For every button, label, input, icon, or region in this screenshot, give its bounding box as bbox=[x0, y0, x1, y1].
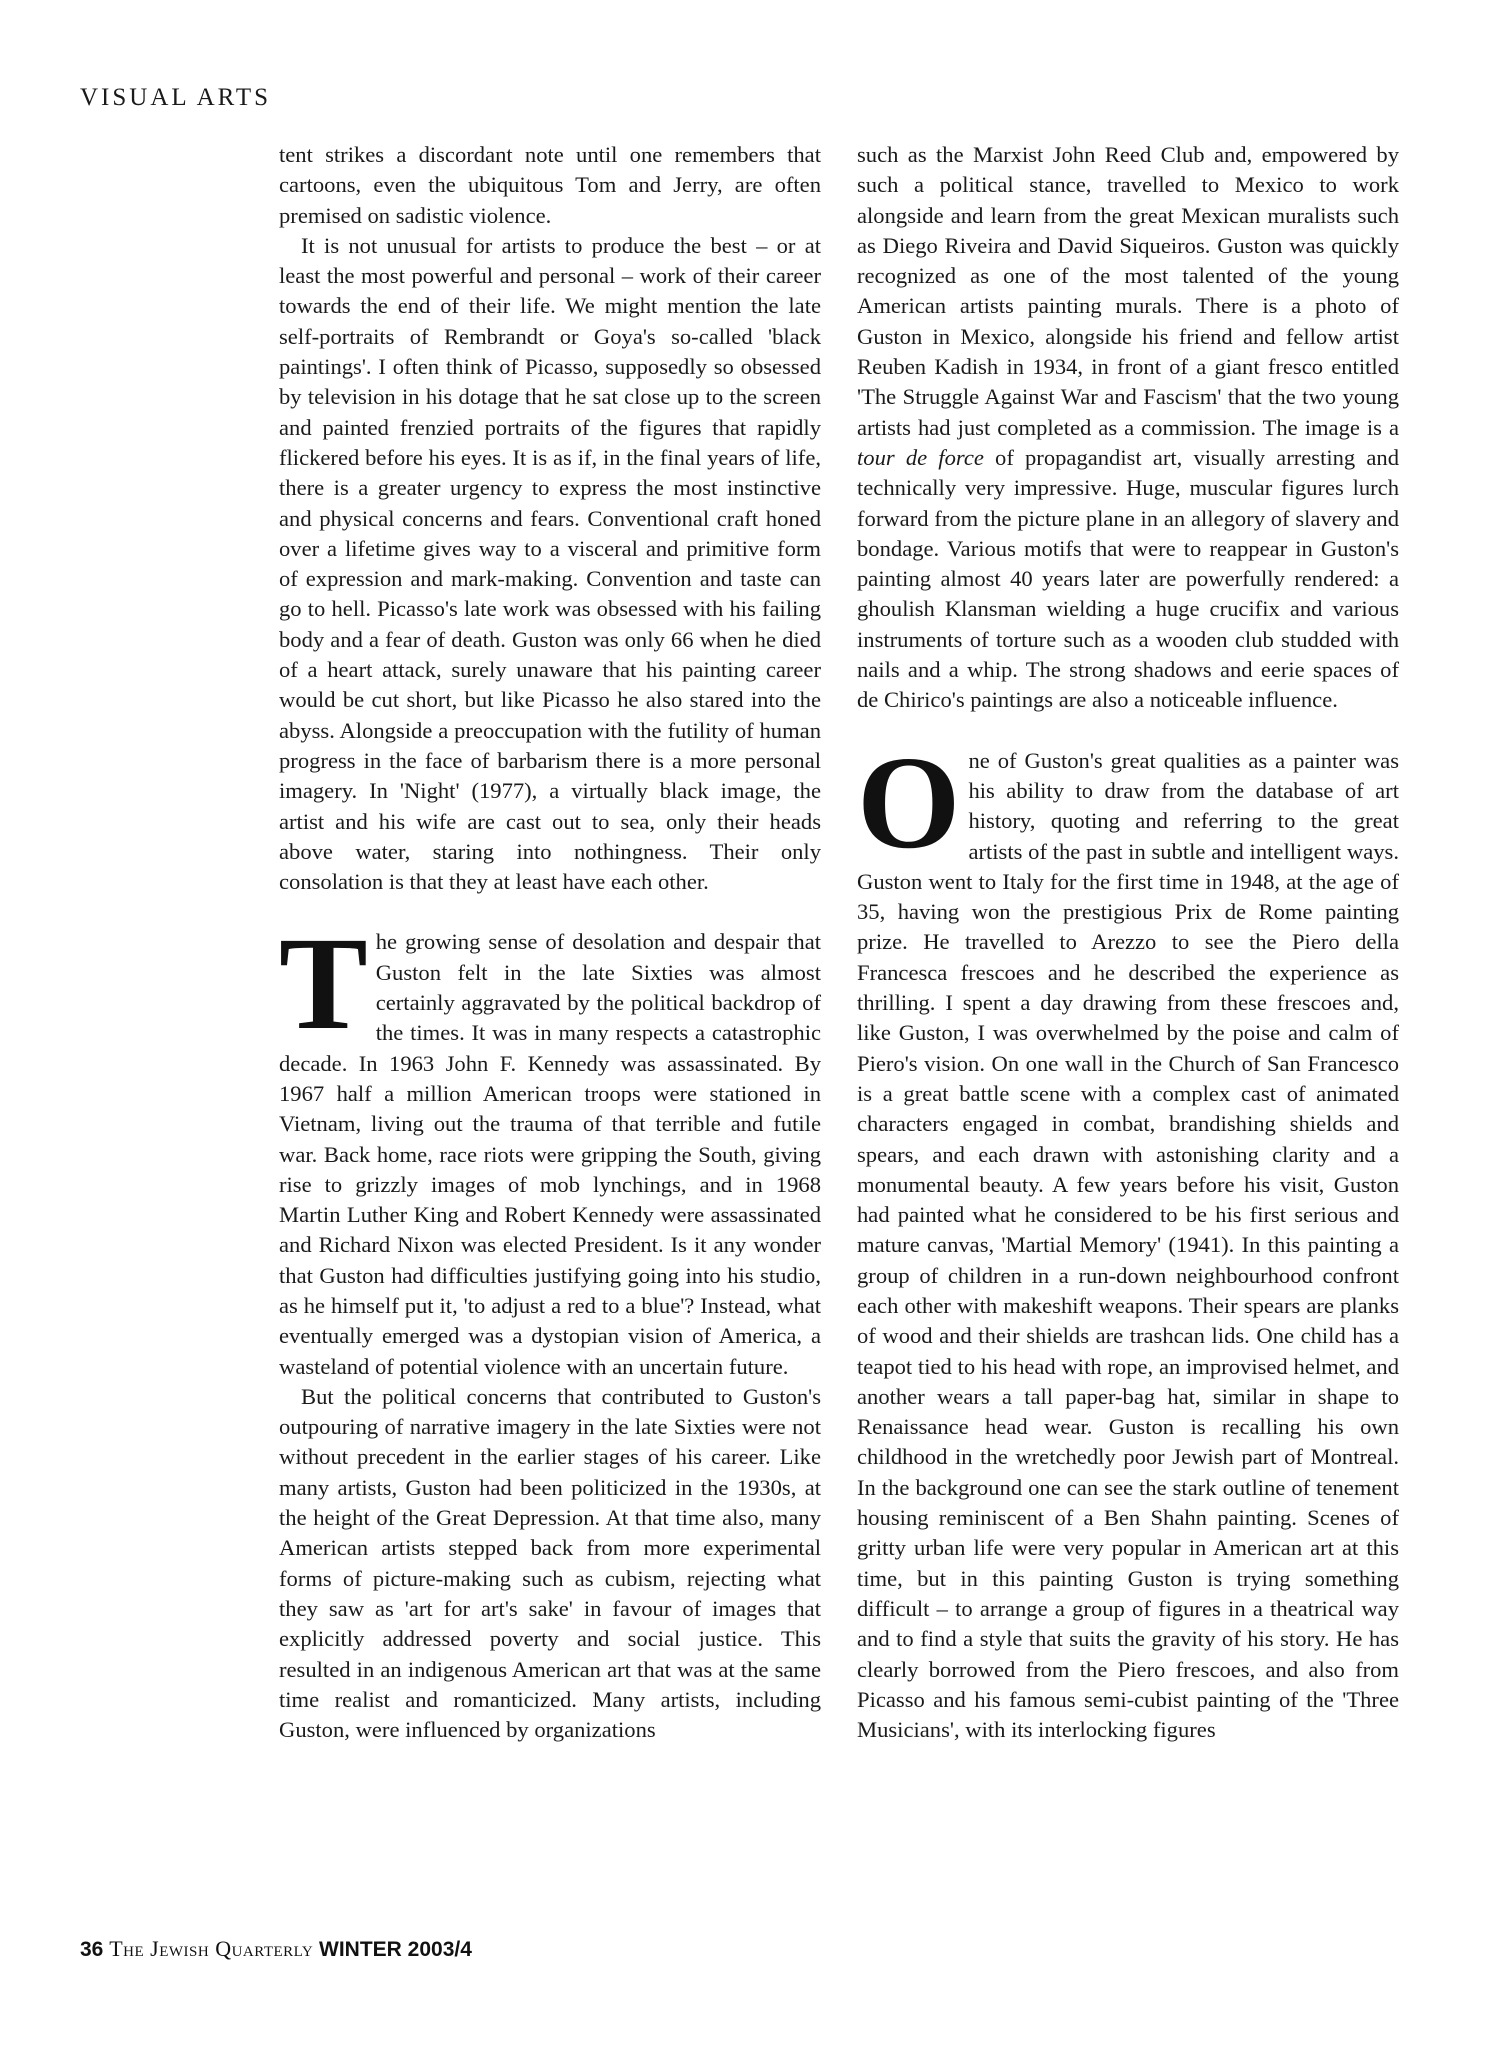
paragraph bbox=[857, 140, 1399, 716]
page-footer bbox=[80, 1936, 472, 1962]
article-column-right bbox=[857, 140, 1399, 1745]
paragraph-text: such as the Marxist John Reed Club and, empowered by such a political stance, travelled to Mexico to work alongside and learn from the great Mexican muralists such as Diego Riveira and David Siqueiros. Guston was quickly recognized as one of the most talented of the young American artists painting murals. There is a photo of Guston in Mexico, alongside his friend and fellow artist Reuben Kadish in 1934, in front of a giant fresco entitled 'The Struggle Against War and Fascism' that the two young artists had just completed as a commission. The image is a bbox=[857, 142, 1399, 440]
paragraph: tent strikes a discordant note until one remembers that cartoons, even the ubiquitous Tom and Jerry, are often premised on sadistic violence. bbox=[279, 142, 821, 228]
italic-phrase: tour de force bbox=[857, 444, 984, 470]
drop-cap: O bbox=[857, 727, 961, 876]
paragraph-text: ne of Guston's great qualities as a painter was his ability to draw from the database of art history, quoting and referring to the great artists of the past in subtle and intelligent ways. Guston went to Italy for the first time in 1948, at the age of 35, having won the prestigious Prix de Rome painting prize. He travelled to Arezzo to see the Piero della Francesca frescoes and he described the experience as thrilling. I spent a day drawing from these frescoes and, like Guston, I was overwhelmed by the poise and calm of Piero's vision. On one wall in the Church of San Francesco is a great battle scene with a complex cast of animated characters engaged in combat, brandishing shields and spears, and each drawn with astonishing clarity and a monumental beauty. A few years before his visit, Guston had painted what he considered to be his first serious and mature canvas, 'Martial Memory' (1941). In this painting a group of children in a run-down neighbourhood confront each other with makeshift weapons. Their spears are planks of wood and their shields are trashcan lids. One child has a teapot tied to his head with rope, an improvised helmet, and another wears a tall paper-bag hat, similar in shape to Renaissance head wear. Guston is recalling his own childhood in the wretchedly poor Jewish part of Montreal. In the background one can see the stark outline of tenement housing reminiscent of a Ben Shahn painting. Scenes of gritty urban life were very popular in American art at this time, but in this painting Guston is trying something difficult – to arrange a group of figures in a theatrical way and to find a style that suits the gravity of his story. He has clearly borrowed from the Piero frescoes, and also from Picasso and his famous semi-cubist painting of the 'Three Musicians', with its interlocking figures bbox=[857, 747, 1399, 1743]
page-number: 36 bbox=[80, 1938, 104, 1961]
issue-label: WINTER 2003/4 bbox=[319, 1938, 472, 1961]
paragraph: It is not unusual for artists to produce the best – or at least the most powerful and personal – work of their career towards the end of their life. We might mention the late self-portraits of Rembrandt or Goya's so-called 'black paintings'. I often think of Picasso, supposedly so obsessed by television in his dotage that he sat close up to the screen and painted frenzied portraits of the figures that rapidly flickered before his eyes. It is as if, in the final years of life, there is a greater urgency to express the most instinctive and physical concerns and fears. Conventional craft honed over a lifetime gives way to a visceral and primitive form of expression and mark-making. Convention and taste can go to hell. Picasso's late work was obsessed with his failing body and a fear of death. Guston was only 66 when he died of a heart attack, surely unaware that his painting career would be cut short, but like Picasso he also stared into the abyss. Alongside a preoccupation with the futility of human progress in the face of barbarism there is a more personal imagery. In 'Night' (1977), a virtually black image, the artist and his wife are cast out to sea, only their heads above water, staring into nothingness. Their only consolation is that they at least have each other. bbox=[279, 232, 821, 895]
paragraph-text: of propagandist art, visually arresting and technically very impressive. Huge, muscular figures lurch forward from the picture plane in an allegory of slavery and bondage. Various motifs that were to reappear in Guston's painting almost 40 years later are powerfully rendered: a ghoulish Klansman wielding a huge crucifix and various instruments of torture such as a wooden club studded with nails and a whip. The strong shadows and eerie spaces of de Chirico's paintings are also a noticeable influence. bbox=[857, 444, 1399, 713]
article-column-left bbox=[279, 140, 821, 1745]
paragraph bbox=[857, 727, 1399, 1746]
section-heading: VISUAL ARTS bbox=[80, 84, 272, 111]
paragraph-text: he growing sense of desolation and despair that Guston felt in the late Sixties was almost certainly aggravated by the political backdrop of the times. It was in many respects a catastrophic decade. In 1963 John F. Kennedy was assassinated. By 1967 half a million American troops were stationed in Vietnam, living out the trauma of that terrible and futile war. Back home, race riots were gripping the South, giving rise to grizzly images of mob lynchings, and in 1968 Martin Luther King and Robert Kennedy were assassinated and Richard Nixon was elected President. Is it any wonder that Guston had difficulties justifying going into his studio, as he himself put it, 'to adjust a red to a blue'? Instead, what eventually emerged was a dystopian vision of America, a wasteland of potential violence with an uncertain future. bbox=[279, 929, 821, 1379]
paragraph: But the political concerns that contributed to Guston's outpouring of narrative imagery in the late Sixties were not without precedent in the earlier stages of his career. Like many artists, Guston had been politicized in the 1930s, at the height of the Great Depression. At that time also, many American artists stepped back from more experimental forms of picture-making such as cubism, rejecting what they saw as 'art for art's sake' in favour of images that explicitly addressed poverty and social justice. This resulted in an indigenous American art that was at the same time realist and romanticized. Many artists, including Guston, were influenced by organizations bbox=[279, 1383, 821, 1743]
drop-cap: T bbox=[279, 909, 368, 1058]
magazine-name: The Jewish Quarterly bbox=[109, 1936, 314, 1961]
paragraph bbox=[279, 909, 821, 1381]
